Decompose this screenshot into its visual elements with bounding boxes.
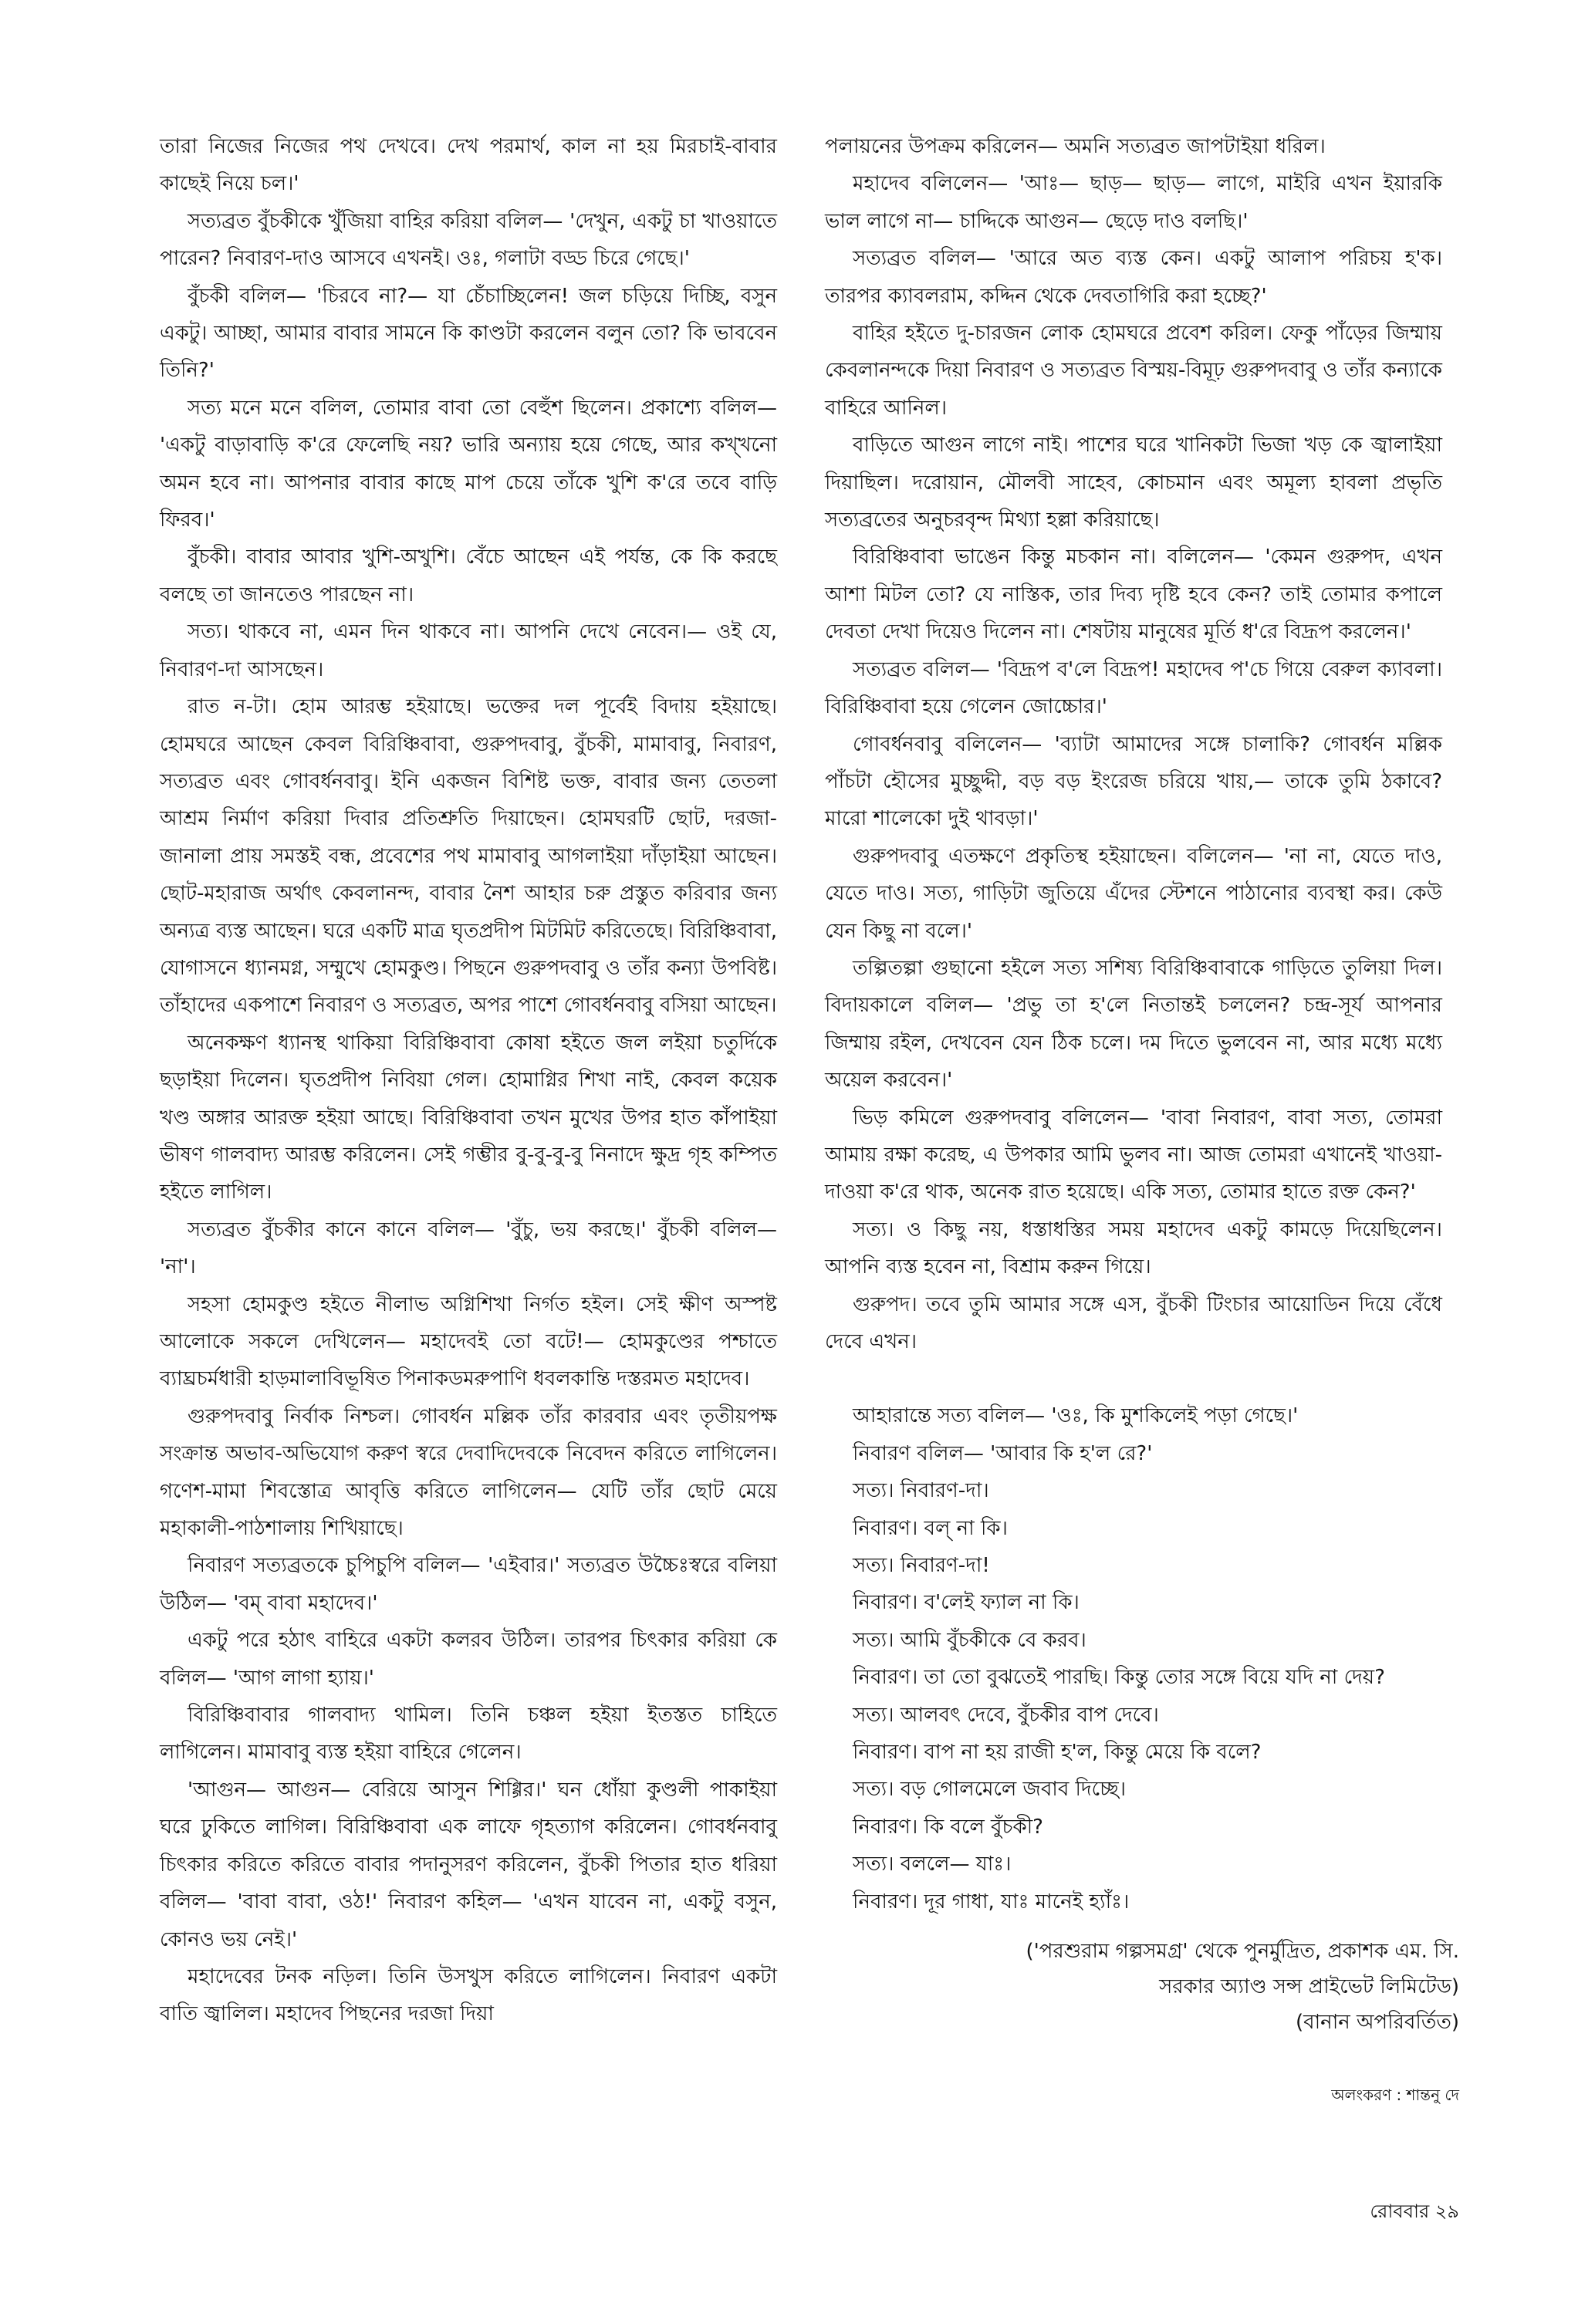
paragraph: নিবারণ। বাপ না হয় রাজী হ'ল, কিন্তু মেয়ে কি বলে? (853, 1741, 1262, 1765)
paragraph: বুঁচকী। বাবার আবার খুশি-অখুশি। বেঁচে আছেন এই পর্যন্ত, কে কি করছে বলছে তা জানতেও পারছেন না। (160, 546, 777, 606)
paragraph: সত্য। আমি বুঁচকীকে বে করব। (853, 1628, 1086, 1652)
paragraph: নিবারণ। দূর গাধা, যাঃ মানেই হ্যাঁঃ। (853, 1890, 1130, 1914)
section-gap (825, 1360, 1442, 1397)
paragraph: তল্পিতল্পা গুছানো হইলে সত্য সশিষ্য বিরিঞ্চিবাবাকে গাড়িতে তুলিয়া দিল। বিদায়কালে বলিল— 'প্রভু তা হ'লে নিতান্তই চললেন? চন্দ্র-সূর্য আপনার জিম্মায় রইল, দেখবেন যেন ঠিক চলে। দম দিতে ভুলবেন না, আর মধ্যে মধ্যে অয়েল করবেন।' (825, 956, 1442, 1093)
page-footer: রোববার ২৯ (1370, 2201, 1459, 2222)
paragraph: রাত ন-টা। হোম আরম্ভ হইয়াছে। ভক্তের দল পূর্বেই বিদায় হইয়াছে। হোমঘরে আছেন কেবল বিরিঞ্চিবাবা, গুরুপদবাবু, বুঁচকী, মামাবাবু, নিবারণ, সত্যব্রত এবং গোবর্ধনবাবু। ইনি একজন বিশিষ্ট ভক্ত, বাবার জন্য তেতলা আশ্রম নির্মাণ করিয়া দিবার প্রতিশ্রুতি দিয়াছেন। হোমঘরটি ছোট, দরজা-জানালা প্রায় সমস্তই বন্ধ, প্রবেশের পথ মামাবাবু আগলাইয়া দাঁড়াইয়া আছেন। ছোট-মহারাজ অর্থাৎ কেবলানন্দ, বাবার নৈশ আহার চরু প্রস্তুত করিবার জন্য অন্যত্র ব্যস্ত আছেন। ঘরে একটি মাত্র ঘৃতপ্রদীপ মিটমিট করিতেছে। বিরিঞ্চিবাবা, যোগাসনে ধ্যানমগ্ন, সম্মুখে হোমকুণ্ড। পিছনে গুরুপদবাবু ও তাঁর কন্যা উপবিষ্ট। তাঁহাদের একপাশে নিবারণ ও সত্যব্রত, অপর পাশে গোবর্ধনবাবু বসিয়া আছেন। (160, 695, 777, 1018)
paragraph: নিবারণ বলিল— 'আবার কি হ'ল রে?' (853, 1441, 1153, 1465)
paragraph: সত্য। আলবৎ দেবে, বুঁচকীর বাপ দেবে। (853, 1703, 1159, 1727)
source-note-line: (বানান অপরিবর্তিত) (1296, 2011, 1459, 2034)
left-column (160, 128, 777, 2033)
paragraph: বাহির হইতে দু-চারজন লোক হোমঘরে প্রবেশ করিল। ফেকু পাঁড়ের জিম্মায় কেবলানন্দকে দিয়া নিবারণ ও সত্যব্রত বিস্ময়-বিমূঢ় গুরুপদবাবু ও তাঁর কন্যাকে বাহিরে আনিল। (825, 322, 1442, 420)
right-column-prose (825, 128, 1442, 1360)
dialogue-section (825, 1397, 1442, 1920)
paragraph: আহারান্তে সত্য বলিল— 'ওঃ, কি মুশকিলেই পড়া গেছে।' (853, 1404, 1299, 1428)
right-column (825, 128, 1442, 1920)
paragraph: নিবারণ। তা তো বুঝতেই পারছি। কিন্তু তোর সঙ্গে বিয়ে যদি না দেয়? (853, 1666, 1385, 1690)
paragraph: সত্য। থাকবে না, এমন দিন থাকবে না। আপনি দেখে নেবেন।— ওই যে, নিবারণ-দা আসছেন। (160, 620, 777, 681)
paragraph: ভিড় কমিলে গুরুপদবাবু বলিলেন— 'বাবা নিবারণ, বাবা সত্য, তোমরা আমায় রক্ষা করেছ, এ উপকার আমি ভুলব না। আজ তোমরা এখানেই খাওয়া-দাওয়া ক'রে থাক, অনেক রাত হয়েছে। একি সত্য, তোমার হাতে রক্ত কেন?' (825, 1106, 1442, 1204)
paragraph: নিবারণ। ব'লেই ফ্যাল না কি। (853, 1591, 1080, 1615)
paragraph: মহাদেব বলিলেন— 'আঃ— ছাড়— ছাড়— লাগে, মাইরি এখন ইয়ারকি ভাল লাগে না— চাদ্দিকে আগুন— ছেড়ে দাও বলছি।' (825, 172, 1442, 233)
paragraph: সহসা হোমকুণ্ড হইতে নীলাভ অগ্নিশিখা নির্গত হইল। সেই ক্ষীণ অস্পষ্ট আলোকে সকলে দেখিলেন— মহাদেবই তো বটে!— হোমকুণ্ডের পশ্চাতে ব্যাঘ্রচর্মধারী হাড়মালাবিভূষিত পিনাকডমরুপাণি ধবলকান্তি দস্তরমত মহাদেব। (160, 1292, 777, 1391)
paragraph: সত্য। বললে— যাঃ। (853, 1853, 1012, 1876)
paragraph: গুরুপদবাবু নির্বাক নিশ্চল। গোবর্ধন মল্লিক তাঁর কারবার এবং তৃতীয়পক্ষ সংক্রান্ত অভাব-অভিযোগ করুণ স্বরে দেবাদিদেবকে নিবেদন করিতে লাগিলেন। গণেশ-মামা শিবস্তোত্র আবৃত্তি করিতে লাগিলেন— যেটি তাঁর ছোট মেয়ে মহাকালী-পাঠশালায় শিখিয়াছে। (160, 1404, 777, 1541)
paragraph: নিবারণ সত্যব্রতকে চুপিচুপি বলিল— 'এইবার।' সত্যব্রত উচ্চৈঃস্বরে বলিয়া উঠিল— 'বম্ বাবা মহাদেব।' (160, 1554, 777, 1615)
paragraph: নিবারণ। কি বলে বুঁচকী? (853, 1815, 1043, 1839)
paragraph: সত্যব্রত বুঁচকীকে খুঁজিয়া বাহির করিয়া বলিল— 'দেখুন, একটু চা খাওয়াতে পারেন? নিবারণ-দাও আসবে এখনই। ওঃ, গলাটা বড্ড চিরে গেছে।' (160, 209, 777, 271)
paragraph: 'আগুন— আগুন— বেরিয়ে আসুন শিগ্গির।' ঘন ধোঁয়া কুণ্ডলী পাকাইয়া ঘরে ঢুকিতে লাগিল। বিরিঞ্চিবাবা এক লাফে গৃহত্যাগ করিলেন। গোবর্ধনবাবু চিৎকার করিতে করিতে বাবার পদানুসরণ করিলেন, বুঁচকী পিতার হাত ধরিয়া বলিল— 'বাবা বাবা, ওঠ!' নিবারণ কহিল— 'এখন যাবেন না, একটু বসুন, কোনও ভয় নেই।' (160, 1778, 777, 1951)
illustration-credit: অলংকরণ : শান্তনু দে (1331, 2086, 1459, 2104)
source-note-line: ('পরশুরাম গল্পসমগ্র' থেকে পুনর্মুদ্রিত, প্রকাশক এম. সি. (1026, 1940, 1459, 1963)
paragraph: গুরুপদ। তবে তুমি আমার সঙ্গে এস, বুঁচকী টিংচার আয়োডিন দিয়ে বেঁধে দেবে এখন। (825, 1292, 1442, 1353)
paragraph: সত্য। নিবারণ-দা। (853, 1479, 989, 1503)
paragraph: বুঁচকী বলিল— 'চিরবে না?— যা চেঁচাচ্ছিলেন! জল চড়িয়ে দিচ্ছি, বসুন একটু। আচ্ছা, আমার বাবার সামনে কি কাণ্ডটা করলেন বলুন তো? কি ভাববেন তিনি?' (160, 284, 777, 383)
paragraph: গুরুপদবাবু এতক্ষণে প্রকৃতিস্থ হইয়াছেন। বলিলেন— 'না না, যেতে দাও, যেতে দাও। সত্য, গাড়িটা জুতিয়ে এঁদের স্টেশনে পাঠানোর ব্যবস্থা কর। কেউ যেন কিছু না বলে।' (825, 844, 1442, 943)
paragraph: পলায়নের উপক্রম করিলেন— অমনি সত্যব্রত জাপটাইয়া ধরিল। (825, 135, 1326, 158)
paragraph: একটু পরে হঠাৎ বাহিরে একটা কলরব উঠিল। তারপর চিৎকার করিয়া কে বলিল— 'আগ লাগা হ্যায়।' (160, 1629, 777, 1690)
paragraph: সত্য মনে মনে বলিল, তোমার বাবা তো বেহুঁশ ছিলেন। প্রকাশ্যে বলিল— 'একটু বাড়াবাড়ি ক'রে ফেলেছি নয়? ভারি অন্যায় হয়ে গেছে, আর কখ্খনো অমন হবে না। আপনার বাবার কাছে মাপ চেয়ে তাঁকে খুশি ক'রে তবে বাড়ি ফিরব।' (160, 396, 777, 532)
paragraph: নিবারণ। বল্ না কি। (853, 1516, 1008, 1540)
paragraph: সত্য। ও কিছু নয়, ধস্তাধস্তির সময় মহাদেব একটু কামড়ে দিয়েছিলেন। আপনি ব্যস্ত হবেন না, বিশ্রাম করুন গিয়ে। (825, 1218, 1442, 1279)
paragraph: গোবর্ধনবাবু বলিলেন— 'ব্যাটা আমাদের সঙ্গে চালাকি? গোবর্ধন মল্লিক পাঁচটা হৌসের মুচ্ছুদ্দী, বড় বড় ইংরেজ চরিয়ে খায়,— তাকে তুমি ঠকাবে? মারো শালেকো দুই থাবড়া।' (825, 732, 1442, 831)
source-note-line: সরকার অ্যাণ্ড সন্স প্রাইভেট লিমিটেড) (1159, 1975, 1459, 1998)
paragraph: সত্য। নিবারণ-দা! (853, 1554, 990, 1578)
paragraph: সত্যব্রত বুঁচকীর কানে কানে বলিল— 'বুঁচু, ভয় করছে।' বুঁচকী বলিল— 'না'। (160, 1218, 777, 1279)
paragraph: বাড়িতে আগুন লাগে নাই। পাশের ঘরে খানিকটা ভিজা খড় কে জ্বালাইয়া দিয়াছিল। দরোয়ান, মৌলবী সাহেব, কোচমান এবং অমূল্য হাবলা প্রভৃতি সত্যব্রতের অনুচরবৃন্দ মিথ্যা হল্লা করিয়াছে। (825, 434, 1442, 532)
source-note (873, 1934, 1459, 2040)
paragraph: সত্যব্রত বলিল— 'আরে অত ব্যস্ত কেন। একটু আলাপ পরিচয় হ'ক। তারপর ক্যাবলরাম, কদ্দিন থেকে দেবতাগিরি করা হচ্ছে?' (825, 247, 1442, 308)
paragraph: বিরিঞ্চিবাবা ভাঙেন কিন্তু মচকান না। বলিলেন— 'কেমন গুরুপদ, এখন আশা মিটল তো? যে নাস্তিক, তার দিব্য দৃষ্টি হবে কেন? তাই তোমার কপালে দেবতা দেখা দিয়েও দিলেন না। শেষটায় মানুষের মূর্তি ধ'রে বিদ্রূপ করলেন।' (825, 546, 1442, 644)
paragraph: সত্য। বড় গোলমেলে জবাব দিচ্ছে। (853, 1778, 1127, 1802)
paragraph: মহাদেবের টনক নড়িল। তিনি উসখুস করিতে লাগিলেন। নিবারণ একটা বাতি জ্বালিল। মহাদেব পিছনের দরজা দিয়া (160, 1964, 777, 2026)
paragraph: অনেকক্ষণ ধ্যানস্থ থাকিয়া বিরিঞ্চিবাবা কোষা হইতে জল লইয়া চতুর্দিকে ছড়াইয়া দিলেন। ঘৃতপ্রদীপ নিবিয়া গেল। হোমাগ্নির শিখা নাই, কেবল কয়েক খণ্ড অঙ্গার আরক্ত হইয়া আছে। বিরিঞ্চিবাবা তখন মুখের উপর হাত কাঁপাইয়া ভীষণ গালবাদ্য আরম্ভ করিলেন। সেই গম্ভীর বু-বু-বু-বু নিনাদে ক্ষুদ্র গৃহ কম্পিত হইতে লাগিল। (160, 1031, 777, 1204)
paragraph: বিরিঞ্চিবাবার গালবাদ্য থামিল। তিনি চঞ্চল হইয়া ইতস্তত চাহিতে লাগিলেন। মামাবাবু ব্যস্ত হইয়া বাহিরে গেলেন। (160, 1704, 777, 1765)
paragraph: সত্যব্রত বলিল— 'বিদ্রূপ ব'লে বিদ্রূপ! মহাদেব প'চে গিয়ে বেরুল ক্যাবলা। বিরিঞ্চিবাবা হয়ে গেলেন জোচ্চোর।' (825, 657, 1442, 719)
paragraph: তারা নিজের নিজের পথ দেখবে। দেখ পরমার্থ, কাল না হয় মিরচাই-বাবার কাছেই নিয়ে চল।' (160, 135, 777, 196)
